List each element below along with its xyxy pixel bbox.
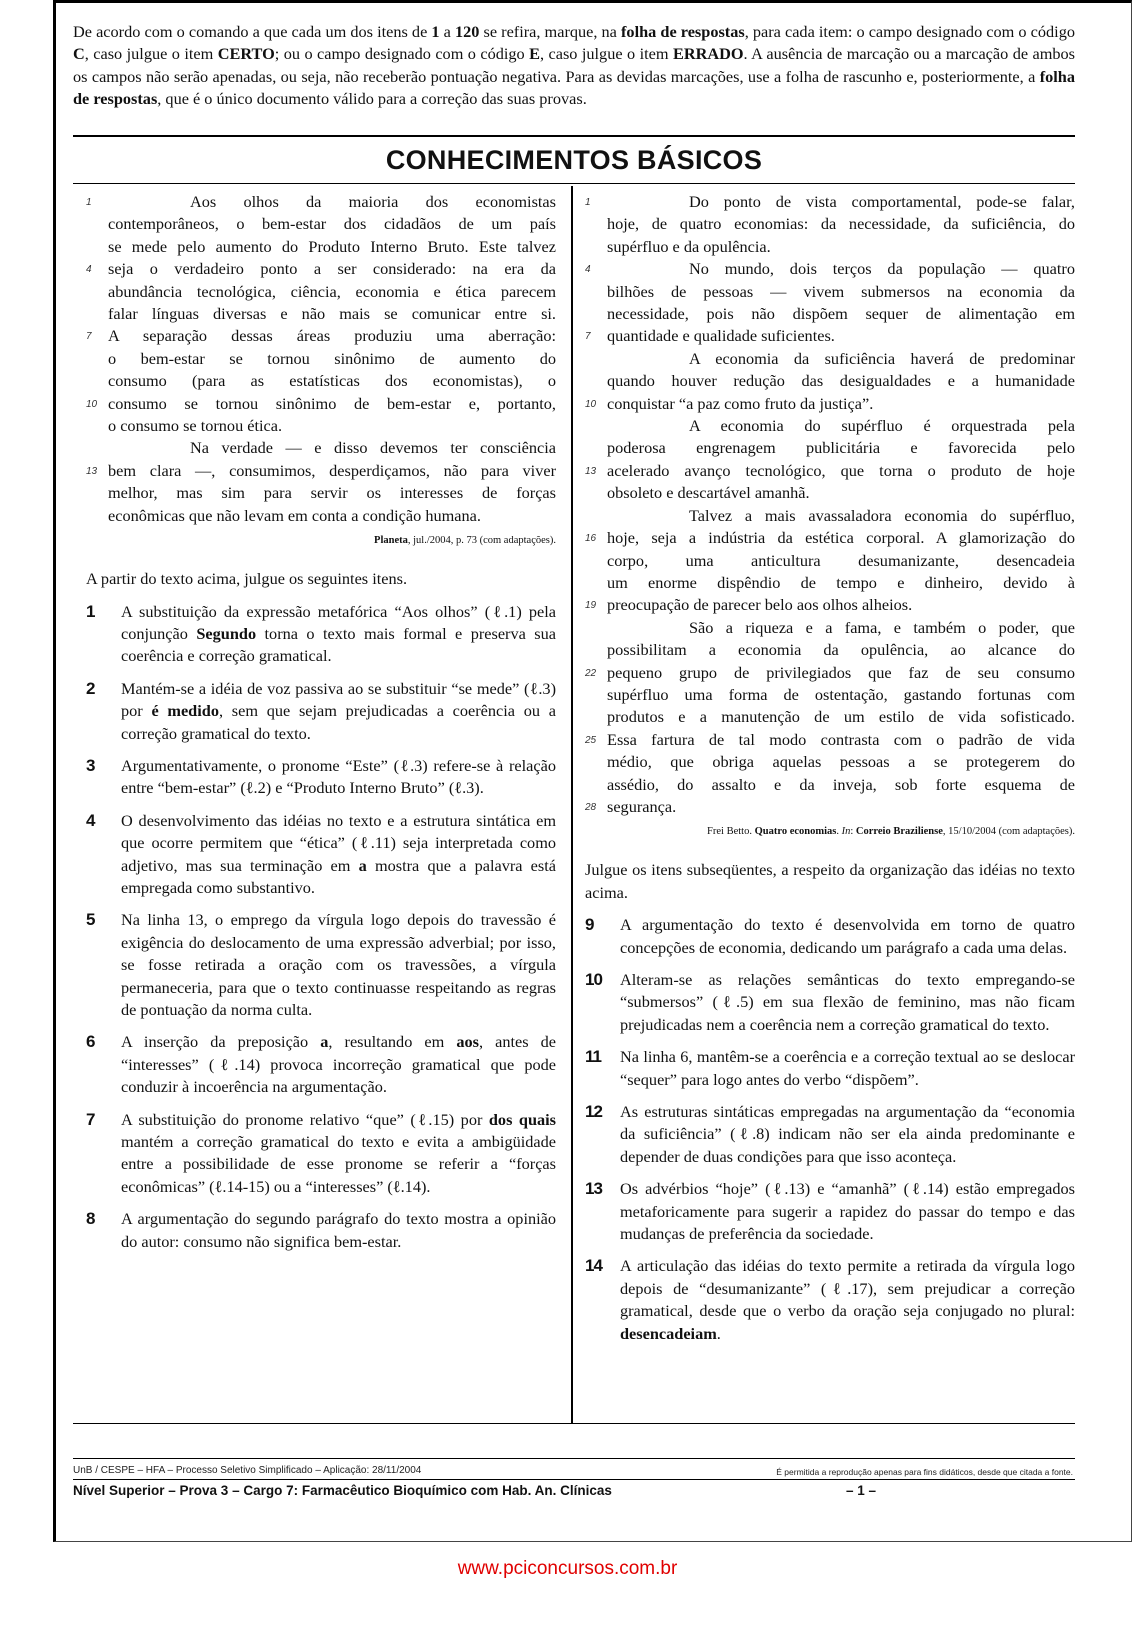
text-run: A substituição do pronome relativo “que” (ℓ.15) por	[121, 1109, 489, 1129]
footer-institution: UnB / CESPE – HFA – Processo Seletivo Simplificado – Aplicação: 28/11/2004	[73, 1465, 422, 1476]
passage-line	[585, 482, 1075, 504]
text-run: , caso julgue o item	[540, 44, 673, 64]
passage-line	[86, 370, 556, 392]
line-text: poderosa engrenagem publicitária e favorecida pelo	[607, 438, 1075, 458]
item-text	[620, 970, 1075, 1034]
line-number: 7	[585, 331, 591, 343]
line-number: 1	[86, 197, 92, 208]
passage-line	[585, 706, 1075, 728]
passage-line	[585, 348, 1075, 370]
text-run: , antes de “interesses” (ℓ.14) provoca incorreção gramatical que pode conduzir à incoerência na argumentação.	[121, 1032, 556, 1097]
line-text: o consumo se tornou ética.	[108, 416, 283, 436]
text-run: , que é o único documento válido para a correção das suas provas.	[157, 89, 587, 109]
source-detail: , jul./2004, p. 73 (com adaptações).	[407, 535, 556, 547]
line-text: médio, que obriga aquelas pessoas a se protegerem do	[607, 752, 1075, 772]
line-text: pequeno grupo de privilegiados que faz de seu consumo	[607, 662, 1075, 682]
line-number: 22	[585, 667, 597, 679]
line-text: falar línguas diversas e não mais se comunicar entre si.	[108, 304, 556, 324]
line-number: 13	[86, 465, 98, 477]
source-part: , 15/10/2004 (com adaptações).	[942, 826, 1075, 838]
question-item	[86, 678, 556, 745]
line-text: se mede pelo aumento do Produto Interno Bruto. Este talvez	[108, 236, 556, 256]
line-text: bem clara —, consumimos, desperdiçamos, não para viver	[108, 460, 556, 480]
item-number: 11	[585, 1047, 601, 1067]
line-text: consumo (para as estatísticas dos economistas), o	[108, 371, 556, 391]
item-number: 14	[585, 1256, 602, 1276]
source-part: Correio Braziliense	[855, 826, 943, 838]
text-run: a	[439, 22, 455, 41]
item-number: 4	[86, 810, 95, 830]
line-text: hoje, de quatro economias: da necessidade, da suficiência, do	[607, 214, 1075, 234]
text-run: Alteram-se as relações semânticas do texto empregando-se “submersos” (ℓ.5) em sua flexão de feminino, mas não ficam prejudicadas nem a coerência nem a correção gramatical do texto.	[620, 970, 1075, 1034]
passage-line	[86, 505, 556, 527]
line-text: melhor, mas sim para servir os interesses de forças	[108, 483, 556, 503]
line-text: consumo se tornou sinônimo de bem-estar e, portanto,	[108, 393, 556, 413]
question-item	[585, 1101, 1075, 1168]
item-number: 7	[86, 1109, 95, 1129]
passage-line	[86, 258, 556, 280]
line-text: supérfluo e da opulência.	[607, 236, 771, 256]
line-number: 4	[585, 264, 591, 276]
line-number: 25	[585, 734, 597, 746]
passage-line	[585, 639, 1075, 661]
line-text: A economia da suficiência haverá de predominar	[689, 348, 1075, 368]
passage-line	[86, 281, 556, 303]
item-number: 6	[86, 1032, 95, 1052]
line-text: quando houver redução das desigualdades e a humanidade	[607, 371, 1075, 391]
line-text: contemporâneos, o bem-estar dos cidadãos de um país	[108, 214, 556, 234]
passage-line	[86, 415, 556, 437]
line-text: São a riqueza e a fama, e também o poder, que	[689, 617, 1075, 637]
item-number: 10	[585, 970, 602, 989]
passage-line	[86, 437, 556, 459]
page-number: – 1 –	[846, 1483, 877, 1498]
right-column	[585, 191, 1075, 1345]
text-run: , caso julgue o item	[84, 44, 218, 64]
item-number: 3	[86, 755, 95, 775]
bold-text: a	[358, 855, 367, 875]
passage-line	[86, 348, 556, 370]
line-number: 28	[585, 801, 597, 813]
bold-text: 1	[431, 22, 440, 41]
text-run: torna o texto mais formal e preserva sua coerência e correção gramatical.	[121, 623, 556, 666]
item-text	[121, 756, 556, 797]
line-text: preocupação de parecer belo aos olhos alheios.	[607, 595, 913, 615]
line-text: Talvez a mais avassaladora economia do supérfluo,	[689, 505, 1075, 525]
line-number: 10	[585, 398, 597, 410]
source-title: Planeta	[374, 535, 408, 547]
item-text	[121, 910, 556, 1019]
text-run: De acordo com o comando a que cada um dos itens de	[73, 22, 432, 41]
text-run: A argumentação do texto é desenvolvida em torno de quatro concepções de economia, dedicando um parágrafo a cada uma delas.	[620, 915, 1075, 957]
footer-rule	[73, 1479, 1075, 1480]
question-item	[585, 969, 1075, 1036]
question-item	[585, 1046, 1075, 1091]
line-text: No mundo, dois terços da população — quatro	[689, 259, 1075, 279]
line-text: acelerado avanço tecnológico, que torna o produto de hoje	[607, 460, 1075, 480]
item-text	[620, 1047, 1075, 1088]
line-number: 4	[86, 264, 92, 276]
source-part: Quatro economias	[754, 826, 837, 838]
passage-line	[585, 258, 1075, 280]
passage-line	[585, 527, 1075, 549]
item-number: 9	[585, 915, 594, 935]
line-number: 13	[585, 465, 597, 477]
text-run: Na linha 13, o emprego da vírgula logo depois do travessão é exigência do deslocamento de uma expressão adverbial; por isso, se fosse retirada a oração com os travessões, a vírgula permaneceria, para que o texto continuasse respeitando as regras de pontuação da norma culta.	[121, 910, 556, 1019]
passage-line	[86, 460, 556, 482]
text-run: ; ou o campo designado com o código	[274, 44, 530, 64]
left-prompt: A partir do texto acima, julgue os seguintes itens.	[86, 569, 408, 589]
bold-text: ERRADO	[672, 44, 744, 64]
passage-line	[585, 751, 1075, 773]
passage-line	[585, 594, 1075, 616]
item-text	[620, 1102, 1075, 1166]
question-item	[86, 1031, 556, 1098]
line-text: corpo, uma anticultura desumanizante, desencadeia	[607, 550, 1075, 570]
item-text	[121, 1110, 556, 1196]
text-run: O desenvolvimento das idéias no texto e a estrutura sintática em que ocorre permitem que “ética” (ℓ.11) seja interpretada como adjetivo, mas sua terminação em	[121, 810, 556, 875]
passage-line	[86, 482, 556, 504]
passage-line	[86, 236, 556, 258]
passage-line	[585, 662, 1075, 684]
item-number: 1	[86, 601, 95, 621]
line-text: econômicas que não levam em conta a condição humana.	[108, 505, 481, 525]
line-text: Aos olhos da maioria dos economistas	[190, 192, 556, 211]
item-text	[620, 1256, 1075, 1342]
question-item	[585, 1178, 1075, 1245]
item-number: 8	[86, 1209, 95, 1229]
line-text: supérfluo uma forma de ostentação, gastando fortunas com	[607, 684, 1075, 704]
item-text	[121, 1032, 556, 1096]
bold-text: E	[529, 44, 540, 64]
line-text: hoje, seja a indústria da estética corporal. A glamorização do	[607, 528, 1075, 548]
divider-rule	[73, 1423, 1075, 1424]
line-text: seja o verdadeiro ponto a ser considerado: na era da	[108, 259, 556, 279]
item-number: 13	[585, 1179, 602, 1199]
bold-text: folha de respostas	[73, 66, 1075, 109]
line-number: 7	[86, 331, 92, 343]
bold-text: a	[320, 1032, 329, 1052]
right-prompt: Julgue os itens subseqüentes, a respeito da organização das idéias no texto acima.	[585, 860, 1075, 902]
passage-line	[585, 572, 1075, 594]
passage-line	[585, 617, 1075, 639]
text-run: .	[716, 1323, 721, 1343]
source-part: .	[836, 826, 842, 838]
text-run: Argumentativamente, o pronome “Este” (ℓ.3) refere-se à relação entre “bem-estar” (ℓ.2) e “Produto Interno Bruto” (ℓ.3).	[121, 755, 556, 798]
left-passage-source	[86, 535, 556, 546]
passage-line	[585, 325, 1075, 347]
passage-line	[585, 796, 1075, 818]
left-items-list	[86, 601, 556, 1254]
source-part: :	[850, 826, 856, 838]
exam-page	[53, 0, 1132, 1542]
watermark-link[interactable]: www.pciconcursos.com.br	[457, 1558, 678, 1579]
line-text: A separação dessas áreas produziu uma aberração:	[108, 326, 556, 346]
line-text: obsoleto e descartável amanhã.	[607, 483, 810, 503]
right-passage	[585, 191, 1075, 818]
item-number: 2	[86, 678, 95, 698]
divider-rule	[73, 183, 1075, 184]
bold-text: Segundo	[196, 623, 257, 643]
left-column	[86, 191, 556, 1253]
text-run: A articulação das idéias do texto permite a retirada da vírgula logo depois de “desumanizante” (ℓ.17), sem prejudicar a correção gramatical, desde que o verbo da oração seja conjugado no plural:	[620, 1256, 1075, 1321]
passage-line	[585, 236, 1075, 258]
line-number: 1	[585, 197, 591, 208]
item-text	[620, 915, 1075, 956]
footer-exam-title: Nível Superior – Prova 3 – Cargo 7: Farmacêutico Bioquímico com Hab. An. Clínicas	[73, 1483, 612, 1498]
line-text: abundância tecnológica, ciência, economia e ética parecem	[108, 281, 556, 301]
bold-text: é medido	[151, 701, 219, 721]
passage-line	[585, 774, 1075, 796]
line-text: quantidade e qualidade suficientes.	[607, 326, 835, 346]
text-run: se refira, marque, na	[479, 22, 622, 41]
text-run: Mantém-se a idéia de voz passiva ao se substituir “se mede” (ℓ.3) por	[121, 678, 556, 721]
text-run: , resultando em	[328, 1032, 457, 1052]
line-number: 19	[585, 600, 597, 612]
passage-line	[585, 505, 1075, 527]
line-text: necessidade, pois não dispõem sequer de alimentação em	[607, 304, 1075, 324]
text-run: mantém a correção gramatical do texto e evita a ambigüidade entre a possibilidade de esse pronome se referir a “forças econômicas” (ℓ.14-15) ou a “interesses” (ℓ.14).	[121, 1132, 556, 1196]
passage-line	[585, 460, 1075, 482]
bold-text: dos quais	[488, 1109, 556, 1129]
text-run: , sem que sejam prejudicadas a coerência ou a correção gramatical do texto.	[121, 701, 556, 743]
footer-copyright: É permitida a reprodução apenas para fins didáticos, desde que citada a fonte.	[776, 1467, 1073, 1477]
item-text	[121, 1209, 556, 1250]
item-text	[121, 602, 556, 666]
question-item	[86, 601, 556, 668]
passage-line	[585, 303, 1075, 325]
question-item	[585, 914, 1075, 959]
passage-line	[585, 370, 1075, 392]
text-run: mostra que a palavra está empregada como substantivo.	[121, 855, 556, 897]
passage-line	[585, 191, 1075, 213]
line-text: Do ponto de vista comportamental, pode-se falar,	[689, 192, 1075, 211]
line-text: um enorme dispêndio de tempo e dinheiro, devido à	[607, 572, 1075, 592]
item-text	[121, 679, 556, 743]
line-number: 16	[585, 533, 597, 545]
line-text: possibilitam a economia da opulência, ao alcance do	[607, 640, 1075, 660]
bold-text: aos	[456, 1032, 479, 1052]
source-part: Frei Betto.	[707, 826, 755, 838]
line-text: o bem-estar se tornou sinônimo de aumento do	[108, 348, 556, 368]
item-text	[620, 1179, 1075, 1243]
bold-text: folha de respostas	[621, 22, 745, 41]
line-text: A economia do supérfluo é orquestrada pela	[689, 416, 1075, 436]
text-run: As estruturas sintáticas empregadas na argumentação da “economia da suficiência” (ℓ.8) indicam não ser ela ainda predominante e depender de duas condições para que isso aconteça.	[620, 1102, 1075, 1166]
line-text: Essa fartura de tal modo contrasta com o padrão de vida	[607, 729, 1075, 749]
line-text: bilhões de pessoas — vivem submersos na economia da	[607, 281, 1075, 301]
question-item	[86, 909, 556, 1021]
passage-line	[585, 415, 1075, 437]
source-part: In	[841, 826, 851, 838]
column-divider	[571, 186, 573, 1423]
question-item	[86, 810, 556, 900]
item-number: 12	[585, 1102, 602, 1122]
text-run: Os advérbios “hoje” (ℓ.13) e “amanhã” (ℓ.14) estão empregados metaforicamente para sugerir a rapidez do passar do tempo e das mudanças de preferência da sociedade.	[620, 1179, 1075, 1244]
instructions-paragraph	[73, 21, 1075, 111]
bold-text: C	[73, 44, 85, 64]
passage-line	[585, 213, 1075, 235]
passage-line	[585, 393, 1075, 415]
line-text: assédio, do assalto e da inveja, sob forte esquema de	[607, 774, 1075, 794]
question-item	[585, 1255, 1075, 1345]
question-item	[86, 1208, 556, 1253]
right-items-list	[585, 914, 1075, 1345]
line-text: Na verdade — e disso devemos ter consciência	[190, 438, 556, 458]
text-run: A substituição da expressão metafórica “Aos olhos” (ℓ.1) pela conjunção	[121, 601, 556, 643]
text-run: . A ausência de marcação ou a marcação de ambos os campos não serão apenadas, ou seja, não receberão pontuação negativa. Para as devidas marcações, use a folha de rascunho e, posteriormente, a	[73, 44, 1076, 86]
bold-text: desencadeiam	[620, 1323, 717, 1343]
passage-line	[585, 729, 1075, 751]
text-run: , para cada item: o campo designado com o código	[744, 22, 1075, 41]
passage-line	[86, 325, 556, 347]
section-title: CONHECIMENTOS BÁSICOS	[385, 145, 763, 175]
passage-line	[585, 684, 1075, 706]
text-run: Na linha 6, mantêm-se a coerência e a correção textual ao se deslocar “sequer” para logo antes do verbo “dispõem”.	[620, 1047, 1075, 1089]
passage-line	[86, 213, 556, 235]
left-passage	[86, 191, 556, 527]
passage-line	[585, 550, 1075, 572]
bold-text: CERTO	[217, 44, 275, 64]
passage-line	[585, 281, 1075, 303]
right-passage-source	[585, 826, 1075, 837]
bold-text: 120	[454, 22, 480, 41]
footer-rule	[73, 1458, 1075, 1459]
divider-rule	[73, 135, 1075, 137]
line-text: conquistar “a paz como fruto da justiça”.	[607, 393, 874, 413]
passage-line	[585, 437, 1075, 459]
passage-line	[86, 303, 556, 325]
question-item	[86, 1109, 556, 1199]
line-number: 10	[86, 398, 98, 410]
text-run: A argumentação do segundo parágrafo do texto mostra a opinião do autor: consumo não significa bem-estar.	[121, 1209, 556, 1251]
question-item	[86, 755, 556, 800]
item-number: 5	[86, 910, 95, 930]
item-text	[121, 811, 556, 897]
passage-line	[86, 191, 556, 213]
line-text: segurança.	[607, 796, 677, 816]
passage-line	[86, 393, 556, 415]
line-text: produtos e a manutenção de um estilo de vida sofisticado.	[607, 707, 1075, 727]
text-run: A inserção da preposição	[121, 1032, 321, 1052]
